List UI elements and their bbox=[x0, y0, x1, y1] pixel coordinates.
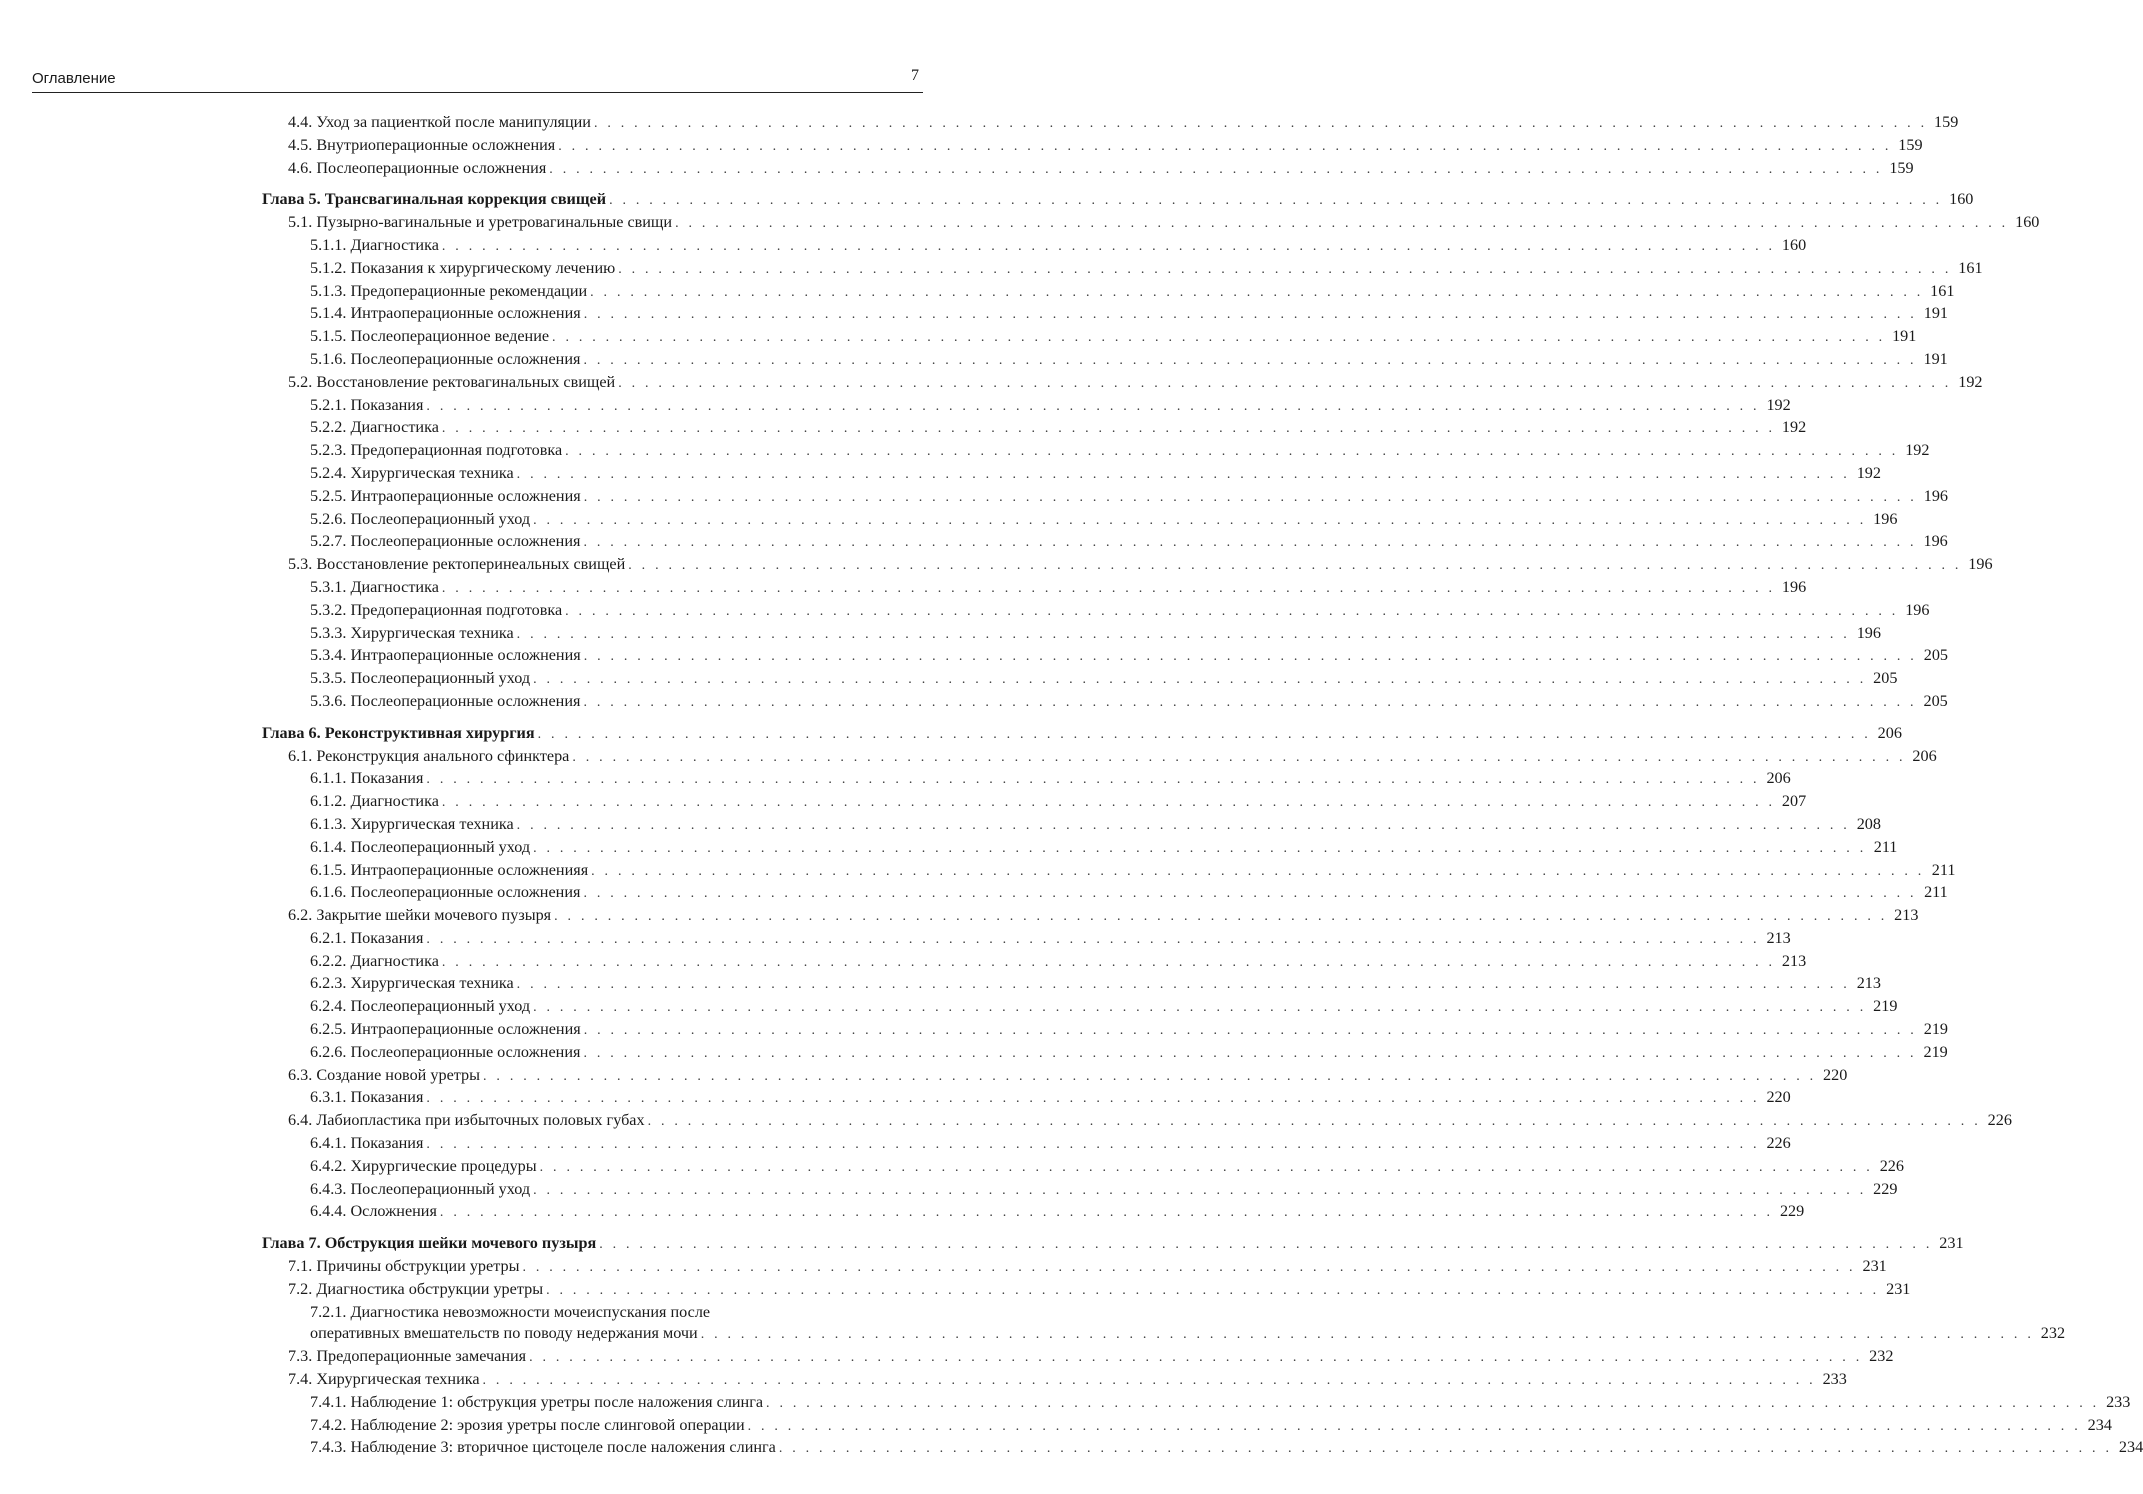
toc-entry-label: 5.1.5. Послеоперационное ведение bbox=[310, 327, 550, 346]
toc-entry-page: 196 bbox=[1968, 555, 1993, 574]
toc-entry-page: 220 bbox=[1823, 1065, 1848, 1084]
toc-entry-subsection bbox=[262, 1042, 1948, 1065]
toc-entry-page: 205 bbox=[1923, 691, 1948, 710]
toc-entry-subsection bbox=[262, 928, 1791, 951]
toc-entry-page: 192 bbox=[1856, 463, 1881, 482]
table-of-contents bbox=[262, 112, 2143, 1460]
toc-entry-subsection bbox=[262, 973, 1881, 996]
toc-entry-section bbox=[262, 1065, 1848, 1088]
toc-entry-page: 211 bbox=[1931, 860, 1956, 879]
toc-entry-subsection bbox=[262, 645, 1949, 668]
toc-entry-section bbox=[262, 212, 2040, 235]
toc-entry-subsection bbox=[262, 440, 1930, 463]
toc-entry-label: 4.4. Уход за пациенткой после манипуляции bbox=[288, 113, 591, 131]
toc-entry-label: 6.4.1. Показания bbox=[310, 1134, 424, 1153]
toc-entry-label: 5.1.3. Предоперационные рекомендации bbox=[310, 281, 588, 300]
dot-leader bbox=[701, 1324, 2034, 1346]
toc-entry-label: 6.2.4. Послеоперационный уход bbox=[310, 997, 531, 1016]
toc-entry-page: 191 bbox=[1923, 349, 1948, 368]
toc-entry-label: 5.1.2. Показания к хирургическому лечению bbox=[310, 258, 616, 277]
toc-entry-page: 226 bbox=[1879, 1156, 1904, 1175]
dot-leader bbox=[426, 769, 1759, 791]
toc-entry-subsection bbox=[262, 531, 1948, 554]
toc-entry-label: 6.2. Закрытие шейки мочевого пузыря bbox=[288, 906, 552, 925]
toc-entry-label: 5.2.3. Предоперационная подготовка bbox=[310, 441, 563, 460]
dot-leader bbox=[540, 1157, 1873, 1179]
toc-entry-label: 5.2.6. Послеоперационный уход bbox=[310, 509, 531, 528]
toc-entry-page: 211 bbox=[1873, 837, 1898, 856]
dot-leader bbox=[558, 136, 1891, 158]
toc-entry-label: 5.1.1. Диагностика bbox=[310, 235, 439, 254]
toc-entry-label: 6.1.1. Показания bbox=[310, 769, 424, 788]
toc-entry-subsection bbox=[262, 258, 1983, 281]
toc-entry-label: 6.2.6. Послеоперационные осложнения bbox=[310, 1042, 581, 1061]
toc-entry-page: 160 bbox=[1781, 235, 1807, 254]
toc-entry-subsection bbox=[262, 1201, 1805, 1224]
toc-entry-label: 5.3.1. Диагностика bbox=[310, 577, 439, 596]
dot-leader bbox=[426, 1134, 1759, 1156]
dot-leader bbox=[648, 1111, 1981, 1133]
dot-leader bbox=[766, 1393, 2099, 1415]
toc-entry-label: 6.2.1. Показания bbox=[310, 928, 424, 947]
toc-entry-subsection bbox=[262, 577, 1807, 600]
toc-entry-subsection bbox=[262, 1179, 1898, 1202]
toc-entry-label: 7.3. Предоперационные замечания bbox=[288, 1347, 527, 1366]
toc-entry-subsection bbox=[262, 1019, 1949, 1042]
toc-entry-page: 234 bbox=[2087, 1415, 2112, 1434]
dot-leader bbox=[591, 861, 1924, 883]
toc-entry-label: 7.4. Хирургическая техника bbox=[288, 1370, 480, 1389]
toc-entry-page: 232 bbox=[2040, 1324, 2066, 1343]
dot-leader bbox=[426, 929, 1759, 951]
dot-leader bbox=[618, 373, 1951, 395]
toc-entry-section bbox=[262, 372, 1983, 395]
dot-leader bbox=[442, 952, 1775, 974]
header-page-number: 7 bbox=[911, 67, 919, 84]
toc-entry-label: 6.1.4. Послеоперационный уход bbox=[310, 837, 531, 856]
dot-leader bbox=[599, 1234, 1932, 1256]
dot-leader bbox=[584, 646, 1917, 668]
toc-entry-label: 5.3.5. Послеоперационный уход bbox=[310, 669, 531, 688]
toc-entry-label: 7.2.1. Диагностика невозможности мочеиспускания после bbox=[310, 1302, 711, 1321]
toc-entry-label: 6.4.4. Осложнения bbox=[310, 1202, 437, 1221]
toc-entry-page: 213 bbox=[1781, 951, 1807, 970]
toc-entry-subsection bbox=[262, 1302, 2066, 1347]
dot-leader bbox=[554, 906, 1887, 928]
dot-leader bbox=[618, 259, 1951, 281]
toc-entry-label: 6.3. Создание новой уретры bbox=[288, 1065, 481, 1084]
toc-entry-subsection bbox=[262, 791, 1807, 814]
toc-entry-page: 192 bbox=[1958, 372, 1983, 391]
toc-entry-page: 219 bbox=[1923, 1020, 1949, 1039]
toc-entry-section bbox=[262, 1110, 2012, 1133]
dot-leader bbox=[442, 236, 1775, 258]
toc-entry-label: 5.2. Восстановление ректовагинальных свищей bbox=[288, 372, 616, 391]
toc-entry-page: 205 bbox=[1923, 646, 1949, 665]
toc-entry-page: 161 bbox=[1958, 258, 1983, 277]
toc-entry-page: 233 bbox=[1822, 1370, 1847, 1389]
header-title: Оглавление bbox=[32, 70, 116, 87]
toc-entry-page: 213 bbox=[1856, 974, 1881, 993]
toc-entry-page: 231 bbox=[1886, 1279, 1911, 1298]
dot-leader bbox=[533, 669, 1866, 691]
dot-leader bbox=[533, 838, 1866, 860]
toc-entry-subsection bbox=[262, 814, 1881, 837]
toc-entry-section bbox=[262, 158, 1914, 181]
toc-entry-page: 219 bbox=[1873, 997, 1898, 1016]
toc-entry-label: 6.1.3. Хирургическая техника bbox=[310, 814, 514, 833]
dot-leader bbox=[590, 282, 1923, 304]
toc-entry-subsection bbox=[262, 349, 1948, 372]
toc-entry-label: 6.1.6. Послеоперационные осложнения bbox=[310, 883, 581, 902]
toc-entry-page: 192 bbox=[1766, 395, 1791, 414]
toc-entry-page: 160 bbox=[1949, 190, 1974, 209]
dot-leader bbox=[748, 1416, 2081, 1438]
dot-leader bbox=[533, 997, 1866, 1019]
dot-leader bbox=[517, 624, 1850, 646]
dot-leader bbox=[583, 532, 1916, 554]
toc-entry-page: 231 bbox=[1862, 1257, 1887, 1276]
toc-entry-label: 5.1. Пузырно-вагинальные и уретровагинальные свищи bbox=[288, 213, 673, 232]
dot-leader bbox=[628, 555, 1961, 577]
toc-entry-subsection bbox=[262, 303, 1949, 326]
toc-entry-page: 234 bbox=[2118, 1438, 2143, 1457]
toc-entry-label: 6.1.2. Диагностика bbox=[310, 792, 439, 811]
toc-entry-label: 5.3.6. Послеоперационные осложнения bbox=[310, 691, 581, 710]
toc-entry-label: 5.3. Восстановление ректоперинеальных свищей bbox=[288, 555, 626, 574]
toc-entry-subsection bbox=[262, 1415, 2112, 1438]
dot-leader bbox=[426, 1088, 1759, 1110]
toc-entry-label-continued: оперативных вмешательств по поводу недержания мочи bbox=[310, 1324, 698, 1343]
toc-entry-label: 5.2.4. Хирургическая техника bbox=[310, 463, 514, 482]
toc-entry-subsection bbox=[262, 1133, 1791, 1156]
dot-leader bbox=[583, 350, 1916, 372]
toc-entry-label: 5.2.7. Послеоперационные осложнения bbox=[310, 532, 581, 551]
toc-entry-subsection bbox=[262, 860, 1956, 883]
toc-entry-page: 211 bbox=[1924, 883, 1948, 902]
toc-entry-page: 192 bbox=[1905, 441, 1930, 460]
toc-entry-label: 6.1.5. Интраоперационные осложненияя bbox=[310, 860, 589, 879]
toc-entry-page: 160 bbox=[2015, 213, 2040, 232]
toc-entry-subsection bbox=[262, 1087, 1791, 1110]
toc-entry-subsection bbox=[262, 395, 1791, 418]
toc-entry-section bbox=[262, 746, 1937, 769]
dot-leader bbox=[533, 1180, 1866, 1202]
running-header bbox=[32, 64, 923, 93]
dot-leader bbox=[517, 815, 1850, 837]
toc-entry-section bbox=[262, 1346, 1894, 1369]
toc-entry-subsection bbox=[262, 691, 1948, 714]
toc-entry-line bbox=[310, 1323, 2066, 1346]
toc-entry-label: 5.2.2. Диагностика bbox=[310, 418, 439, 437]
toc-entry-page: 196 bbox=[1923, 532, 1948, 551]
dot-leader bbox=[549, 159, 1882, 181]
toc-entry-label: 6.4.2. Хирургические процедуры bbox=[310, 1156, 537, 1175]
dot-leader bbox=[538, 724, 1871, 746]
toc-entry-page: 229 bbox=[1779, 1202, 1805, 1221]
toc-entry-section bbox=[262, 135, 1923, 158]
toc-entry-page: 231 bbox=[1939, 1234, 1964, 1253]
toc-entry-page: 206 bbox=[1912, 746, 1937, 765]
toc-entry-page: 161 bbox=[1930, 281, 1955, 300]
dot-leader bbox=[517, 974, 1850, 996]
dot-leader bbox=[594, 113, 1927, 135]
toc-entry-page: 159 bbox=[1934, 113, 1959, 131]
toc-entry-subsection bbox=[262, 837, 1898, 860]
dot-leader bbox=[779, 1438, 2112, 1460]
toc-entry-page: 192 bbox=[1781, 418, 1807, 437]
toc-entry-section bbox=[262, 905, 1919, 928]
toc-entry-label: 4.5. Внутриоперационные осложнения bbox=[288, 135, 556, 154]
dot-leader bbox=[552, 327, 1885, 349]
toc-entry-label: 6.3.1. Показания bbox=[310, 1088, 424, 1107]
toc-entry-subsection bbox=[262, 996, 1898, 1019]
dot-leader bbox=[522, 1257, 1855, 1279]
dot-leader bbox=[572, 747, 1905, 769]
toc-entry-page: 208 bbox=[1856, 814, 1881, 833]
toc-entry-subsection bbox=[262, 281, 1955, 304]
toc-entry-label: 5.3.4. Интраоперационные осложнения bbox=[310, 646, 581, 665]
toc-entry-label: Глава 5. Трансвагинальная коррекция свищей bbox=[262, 190, 607, 209]
toc-entry-subsection bbox=[262, 600, 1930, 623]
dot-leader bbox=[583, 692, 1916, 714]
toc-entry-label: 7.4.2. Наблюдение 2: эрозия уретры после слинговой операции bbox=[310, 1415, 745, 1434]
toc-entry-label: 7.4.3. Наблюдение 3: вторичное цистоцеле после наложения слинга bbox=[310, 1438, 776, 1457]
dot-leader bbox=[529, 1347, 1862, 1369]
toc-entry-page: 213 bbox=[1766, 928, 1791, 947]
toc-entry-subsection bbox=[262, 417, 1807, 440]
dot-leader bbox=[675, 213, 2008, 235]
dot-leader bbox=[584, 1020, 1917, 1042]
toc-entry-subsection bbox=[262, 326, 1917, 349]
toc-entry-page: 206 bbox=[1766, 769, 1791, 788]
toc-entry-label: 5.1.6. Послеоперационные осложнения bbox=[310, 349, 581, 368]
toc-entry-page: 233 bbox=[2106, 1392, 2131, 1411]
dot-leader bbox=[533, 510, 1866, 532]
toc-entry-subsection bbox=[262, 486, 1949, 509]
dot-leader bbox=[584, 487, 1917, 509]
toc-entry-label: 6.2.2. Диагностика bbox=[310, 951, 439, 970]
toc-entry-page: 226 bbox=[1987, 1111, 2012, 1130]
toc-entry-label: 5.3.2. Предоперационная подготовка bbox=[310, 600, 563, 619]
toc-entry-section bbox=[262, 1279, 1911, 1302]
toc-entry-subsection bbox=[262, 463, 1881, 486]
toc-entry-section bbox=[262, 554, 1993, 577]
toc-entry-label: 6.4.3. Послеоперационный уход bbox=[310, 1179, 531, 1198]
dot-leader bbox=[517, 464, 1850, 486]
toc-entry-label: 6.2.3. Хирургическая техника bbox=[310, 974, 514, 993]
toc-entry-label: 5.2.1. Показания bbox=[310, 395, 424, 414]
toc-entry-subsection bbox=[262, 509, 1898, 532]
toc-entry-page: 159 bbox=[1898, 135, 1923, 154]
toc-entry-subsection bbox=[262, 768, 1791, 791]
toc-entry-page: 219 bbox=[1923, 1042, 1948, 1061]
toc-entry-chapter bbox=[262, 723, 1902, 746]
dot-leader bbox=[426, 396, 1759, 418]
toc-entry-subsection bbox=[262, 882, 1948, 905]
toc-entry-subsection bbox=[262, 235, 1807, 258]
toc-entry-label: Глава 7. Обструкция шейки мочевого пузыря bbox=[262, 1234, 597, 1253]
toc-entry-chapter bbox=[262, 1233, 1964, 1256]
dot-leader bbox=[584, 304, 1917, 326]
toc-entry-label: 7.4.1. Наблюдение 1: обструкция уретры после наложения слинга bbox=[310, 1392, 764, 1411]
toc-entry-page: 191 bbox=[1923, 304, 1949, 323]
toc-entry-section bbox=[262, 112, 1959, 135]
toc-entry-page: 229 bbox=[1873, 1179, 1898, 1198]
dot-leader bbox=[565, 441, 1898, 463]
toc-entry-label: 7.1. Причины обструкции уретры bbox=[288, 1257, 520, 1276]
toc-entry-page: 226 bbox=[1766, 1134, 1791, 1153]
toc-entry-page: 196 bbox=[1781, 577, 1807, 596]
toc-entry-page: 220 bbox=[1766, 1088, 1791, 1107]
toc-entry-page: 206 bbox=[1877, 723, 1902, 742]
dot-leader bbox=[583, 1043, 1916, 1065]
toc-entry-page: 196 bbox=[1905, 600, 1930, 619]
toc-entry-page: 196 bbox=[1873, 509, 1898, 528]
toc-entry-label: 6.1. Реконструкция анального сфинктера bbox=[288, 746, 570, 765]
toc-entry-subsection bbox=[262, 623, 1881, 646]
dot-leader bbox=[483, 1066, 1816, 1088]
toc-entry-subsection bbox=[262, 1437, 2143, 1460]
toc-entry-label: 7.2. Диагностика обструкции уретры bbox=[288, 1279, 544, 1298]
dot-leader bbox=[442, 792, 1775, 814]
toc-entry-label: 6.4. Лабиопластика при избыточных половых губах bbox=[288, 1111, 645, 1130]
dot-leader bbox=[583, 883, 1916, 905]
dot-leader bbox=[442, 418, 1775, 440]
toc-entry-subsection bbox=[262, 1156, 1904, 1179]
toc-entry-page: 205 bbox=[1873, 669, 1898, 688]
dot-leader bbox=[442, 578, 1775, 600]
toc-entry-label: 4.6. Послеоперационные осложнения bbox=[288, 158, 547, 177]
toc-entry-page: 207 bbox=[1781, 792, 1807, 811]
dot-leader bbox=[483, 1370, 1816, 1392]
dot-leader bbox=[609, 190, 1942, 212]
toc-entry-subsection bbox=[262, 668, 1898, 691]
toc-entry-chapter bbox=[262, 189, 1974, 212]
toc-entry-page: 191 bbox=[1892, 327, 1917, 346]
toc-entry-label: 5.1.4. Интраоперационные осложнения bbox=[310, 304, 581, 323]
toc-entry-label: 5.2.5. Интраоперационные осложнения bbox=[310, 486, 581, 505]
toc-entry-page: 232 bbox=[1869, 1347, 1894, 1366]
toc-entry-page: 196 bbox=[1856, 623, 1881, 642]
toc-entry-label: 5.3.3. Хирургическая техника bbox=[310, 623, 514, 642]
toc-entry-section bbox=[262, 1369, 1847, 1392]
toc-entry-page: 196 bbox=[1923, 486, 1949, 505]
toc-entry-label: 6.2.5. Интраоперационные осложнения bbox=[310, 1020, 581, 1039]
toc-entry-page: 213 bbox=[1894, 906, 1919, 925]
toc-entry-section bbox=[262, 1256, 1887, 1279]
dot-leader bbox=[546, 1280, 1879, 1302]
toc-entry-subsection bbox=[262, 951, 1807, 974]
dot-leader bbox=[565, 601, 1898, 623]
toc-entry-page: 159 bbox=[1889, 158, 1914, 177]
dot-leader bbox=[440, 1202, 1773, 1224]
toc-entry-subsection bbox=[262, 1392, 2131, 1415]
toc-entry-label: Глава 6. Реконструктивная хирургия bbox=[262, 723, 535, 742]
